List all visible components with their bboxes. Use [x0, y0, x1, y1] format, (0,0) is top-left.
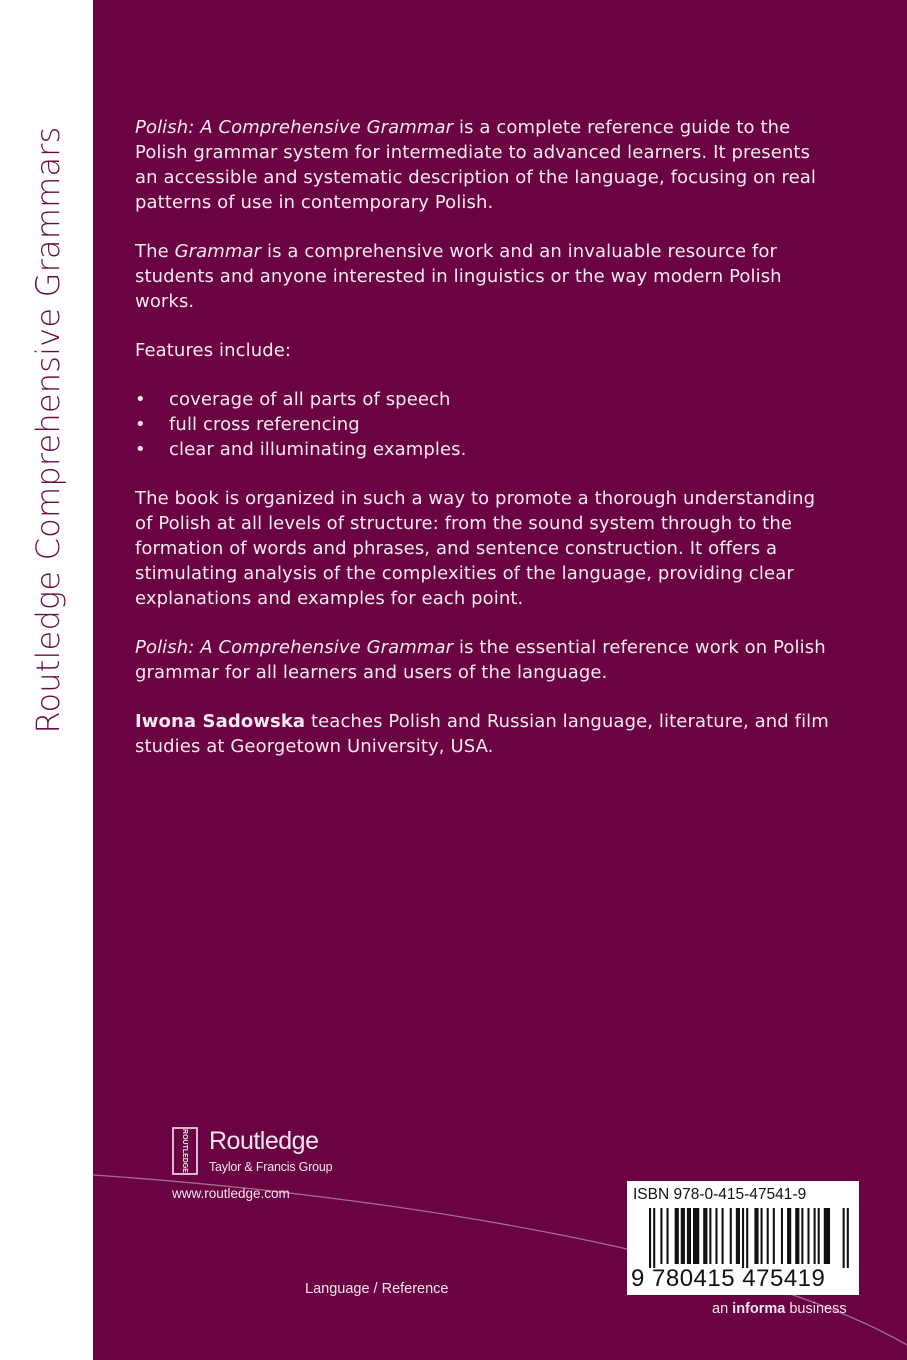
author-bio-text: teaches Polish and Russian language, literature, and film studies at Georgetown University, USA. [135, 711, 829, 757]
category-label: Language / Reference [305, 1281, 449, 1297]
barcode-digits: 9 780415 475419 [631, 1265, 826, 1292]
book-spine [0, 0, 93, 1360]
blurb-text: is a comprehensive work and an invaluable resource for students and anyone interested in linguistics or the way modern Polish works. [135, 241, 782, 312]
feature-item: • full cross referencing [135, 412, 835, 437]
feature-item: • coverage of all parts of speech [135, 387, 835, 412]
blurb-text: The [135, 241, 175, 262]
blurb-paragraph-4 [135, 635, 835, 685]
emphasis: Grammar [174, 241, 262, 262]
back-cover-panel [93, 0, 907, 1360]
author-bio [135, 709, 835, 759]
blurb-paragraph-1 [135, 115, 835, 215]
tagline-prefix: an [712, 1301, 733, 1317]
routledge-mark-icon [171, 1127, 199, 1175]
publisher-website: www.routledge.com [172, 1186, 290, 1201]
features-heading: Features include: [135, 340, 292, 361]
publisher-name: Routledge [209, 1127, 319, 1155]
tagline-suffix: business [785, 1301, 847, 1317]
barcode-bars [649, 1208, 853, 1268]
isbn-barcode [627, 1181, 859, 1295]
blurb [135, 115, 835, 783]
blurb-text: is a complete reference guide to the Polish grammar system for intermediate to advanced learners. It presents an accessible and systematic description of the language, focusing on real patterns of use in contemporary Polish. [135, 117, 817, 213]
book-title: Polish: A Comprehensive Grammar [135, 117, 454, 138]
book-title: Polish: A Comprehensive Grammar [135, 637, 454, 658]
isbn-number: ISBN 978-0-415-47541-9 [633, 1186, 807, 1203]
blurb-paragraph-3: The book is organized in such a way to promote a thorough understanding of Polish at all levels of structure: from the sound system through to the formation of words and phrases, and sentence construction. It offers a stimulating analysis of the complexities of the language, providing clear explanations and examples for each point. [135, 488, 816, 609]
feature-item: • clear and illuminating examples. [135, 437, 835, 462]
publisher-group: Taylor & Francis Group [209, 1160, 333, 1174]
informa-tagline [712, 1301, 847, 1317]
informa-brand: informa [732, 1301, 786, 1317]
author-name: Iwona Sadowska [135, 711, 306, 732]
logo-mark-text: ROUTLEDGE [181, 1129, 189, 1173]
blurb-paragraph-2 [135, 239, 835, 314]
features-list [135, 387, 835, 462]
series-title: Routledge Comprehensive Grammars [29, 126, 67, 734]
blurb-text: is the essential reference work on Polish grammar for all learners and users of the language. [135, 637, 826, 683]
